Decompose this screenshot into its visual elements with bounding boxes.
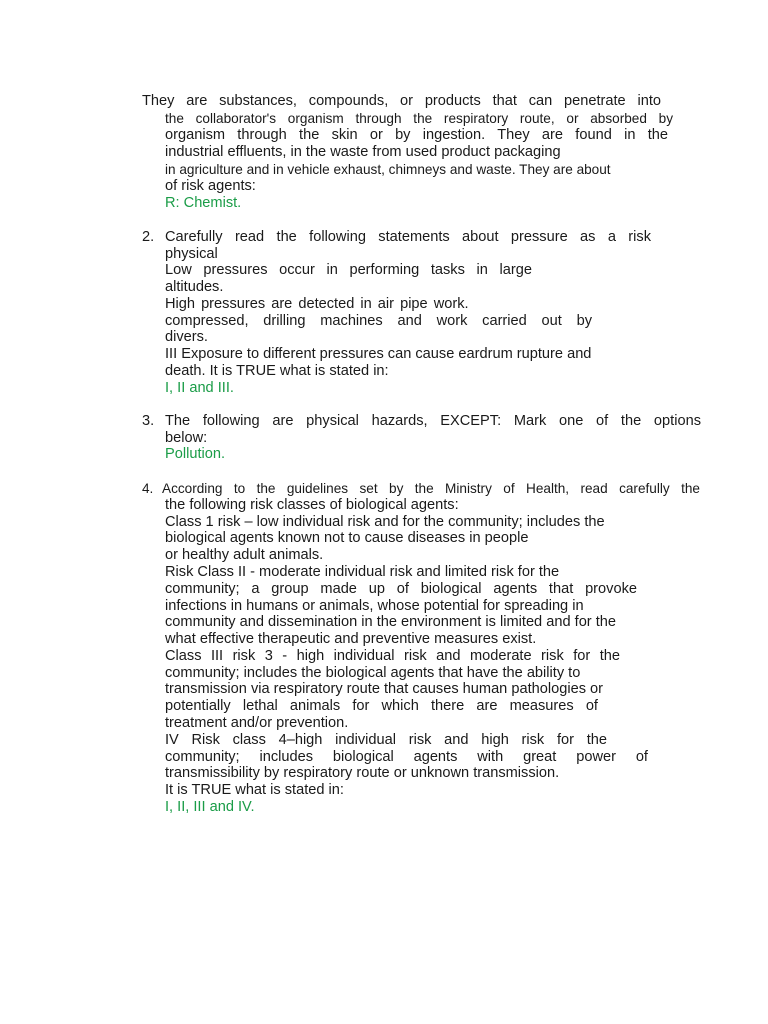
intro-line-3: organism through the skin or by ingestion. They are found in the bbox=[165, 127, 668, 143]
q4-line-11: Class III risk 3 - high individual risk and moderate risk for the bbox=[165, 648, 620, 664]
q2-line-1: Carefully read the following statements about pressure as a risk bbox=[165, 229, 651, 245]
intro-line-5: in agriculture and in vehicle exhaust, chimneys and waste. They are about bbox=[165, 162, 611, 177]
q4-line-18: transmissibility by respiratory route or unknown transmission. bbox=[165, 765, 560, 781]
q4-line-10: what effective therapeutic and preventive measures exist. bbox=[165, 631, 537, 647]
intro-line-6: of risk agents: bbox=[165, 178, 256, 194]
q3-line-1: The following are physical hazards, EXCEPT: Mark one of the options bbox=[165, 413, 701, 429]
q2-line-6: compressed, drilling machines and work carried out by bbox=[165, 313, 592, 329]
intro-answer: R: Chemist. bbox=[165, 195, 242, 211]
q2-number: 2. bbox=[142, 229, 155, 245]
q4-line-6: Risk Class II - moderate individual risk and limited risk for the bbox=[165, 564, 560, 580]
q4-line-1: According to the guidelines set by the Ministry of Health, read carefully the bbox=[162, 481, 700, 496]
q4-line-12: community; includes the biological agents that have the ability to bbox=[165, 665, 581, 681]
q4-line-2: the following risk classes of biological agents: bbox=[165, 497, 459, 513]
q2-line-8: III Exposure to different pressures can cause eardrum rupture and bbox=[165, 346, 592, 362]
q4-line-3: Class 1 risk – low individual risk and for the community; includes the bbox=[165, 514, 605, 530]
q4-line-17: community; includes biological agents with great power of bbox=[165, 749, 648, 765]
q4-line-9: community and dissemination in the environment is limited and for the bbox=[165, 614, 617, 630]
q4-answer: I, II, III and IV. bbox=[165, 799, 255, 815]
q3-number: 3. bbox=[142, 413, 155, 429]
q4-line-5: or healthy adult animals. bbox=[165, 547, 324, 563]
q4-line-16: IV Risk class 4–high individual risk and high risk for the bbox=[165, 732, 607, 748]
q4-line-4: biological agents known not to cause diseases in people bbox=[165, 530, 529, 546]
q4-line-13: transmission via respiratory route that causes human pathologies or bbox=[165, 681, 604, 697]
q2-line-2: physical bbox=[165, 246, 218, 262]
q4-line-8: infections in humans or animals, whose potential for spreading in bbox=[165, 598, 584, 614]
q2-answer: I, II and III. bbox=[165, 380, 234, 396]
q3-line-2: below: bbox=[165, 430, 208, 446]
q4-line-7: community; a group made up of biological agents that provoke bbox=[165, 581, 637, 597]
q4-number: 4. bbox=[142, 481, 154, 496]
q4-line-19: It is TRUE what is stated in: bbox=[165, 782, 344, 798]
q3-answer: Pollution. bbox=[165, 446, 226, 462]
q2-line-3: Low pressures occur in performing tasks in large bbox=[165, 262, 532, 278]
q2-line-9: death. It is TRUE what is stated in: bbox=[165, 363, 389, 379]
q2-line-4: altitudes. bbox=[165, 279, 224, 295]
intro-line-2: the collaborator's organism through the respiratory route, or absorbed by bbox=[165, 111, 673, 126]
q2-line-5: High pressures are detected in air pipe work. bbox=[165, 296, 469, 312]
q2-line-7: divers. bbox=[165, 329, 208, 345]
q4-line-14: potentially lethal animals for which there are measures of bbox=[165, 698, 598, 714]
q4-line-15: treatment and/or prevention. bbox=[165, 715, 349, 731]
intro-line-1: They are substances, compounds, or products that can penetrate into bbox=[142, 93, 661, 109]
intro-line-4: industrial effluents, in the waste from used product packaging bbox=[165, 144, 561, 160]
